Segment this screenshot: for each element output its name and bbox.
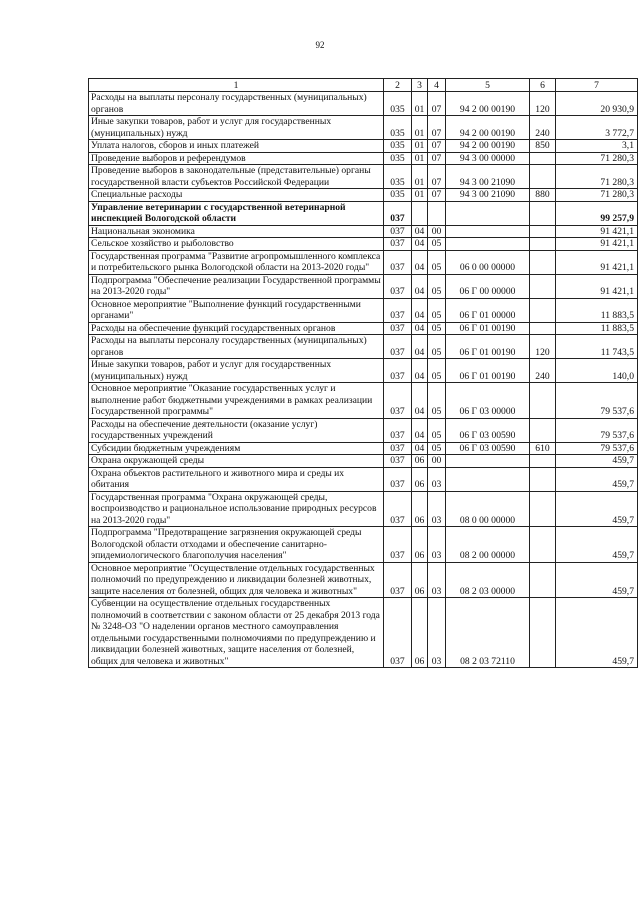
row-type-cell	[530, 225, 556, 238]
row-name-cell: Расходы на обеспечение функций государственных органов	[89, 322, 384, 335]
table-row	[89, 383, 638, 419]
row-subsection-cell: 00	[428, 225, 446, 238]
row-amount-cell: 140,0	[556, 359, 638, 383]
table-row	[89, 491, 638, 527]
row-section-cell: 01	[412, 92, 428, 116]
col-header-4: 4	[428, 79, 446, 92]
row-section-cell: 04	[412, 322, 428, 335]
row-section-cell: 06	[412, 491, 428, 527]
row-target-cell: 06 Г 01 00000	[446, 298, 530, 322]
table-row	[89, 140, 638, 153]
row-target-cell: 08 2 03 72110	[446, 598, 530, 668]
row-subsection-cell: 03	[428, 527, 446, 563]
row-section-cell: 04	[412, 335, 428, 359]
row-amount-cell: 3,1	[556, 140, 638, 153]
row-section-cell: 01	[412, 165, 428, 189]
row-name-cell: Иные закупки товаров, работ и услуг для государственных (муниципальных) нужд	[89, 359, 384, 383]
row-subsection-cell: 05	[428, 335, 446, 359]
row-type-cell	[530, 491, 556, 527]
row-amount-cell: 99 257,9	[556, 201, 638, 225]
row-section-cell: 06	[412, 455, 428, 468]
budget-table	[88, 78, 638, 668]
table-row	[89, 442, 638, 455]
row-target-cell: 06 0 00 00000	[446, 250, 530, 274]
table-row	[89, 238, 638, 251]
row-code-cell: 037	[384, 562, 412, 598]
table-row	[89, 152, 638, 165]
row-target-cell: 06 Г 01 00190	[446, 335, 530, 359]
row-target-cell: 08 2 03 00000	[446, 562, 530, 598]
row-code-cell: 037	[384, 442, 412, 455]
row-amount-cell: 91 421,1	[556, 250, 638, 274]
row-amount-cell: 20 930,9	[556, 92, 638, 116]
row-target-cell	[446, 455, 530, 468]
row-target-cell: 06 Г 01 00190	[446, 322, 530, 335]
row-type-cell	[530, 383, 556, 419]
row-type-cell	[530, 201, 556, 225]
row-section-cell: 06	[412, 467, 428, 491]
row-section-cell: 04	[412, 298, 428, 322]
row-section-cell: 01	[412, 189, 428, 202]
row-amount-cell: 459,7	[556, 527, 638, 563]
row-amount-cell: 91 421,1	[556, 238, 638, 251]
row-name-cell: Национальная экономика	[89, 225, 384, 238]
table-header-row	[89, 79, 638, 92]
row-code-cell: 035	[384, 140, 412, 153]
row-name-cell: Субвенции на осуществление отдельных государственных полномочий в соответствии с законом области от 25 декабря 2013 года № 3248-ОЗ "О наделении органов местного самоуправления отдельными государственными полномочиями по предупреждению и ликвидации болезней животных, защите населения от болезней, общих для человека и животных"	[89, 598, 384, 668]
row-subsection-cell: 05	[428, 442, 446, 455]
row-type-cell	[530, 165, 556, 189]
row-amount-cell: 459,7	[556, 562, 638, 598]
row-type-cell	[530, 298, 556, 322]
row-target-cell: 94 2 00 00190	[446, 116, 530, 140]
row-subsection-cell: 03	[428, 491, 446, 527]
row-section-cell: 01	[412, 140, 428, 153]
row-amount-cell: 11 883,5	[556, 322, 638, 335]
row-type-cell: 880	[530, 189, 556, 202]
row-type-cell	[530, 467, 556, 491]
row-amount-cell: 11 743,5	[556, 335, 638, 359]
row-code-cell: 037	[384, 274, 412, 298]
row-type-cell: 240	[530, 359, 556, 383]
row-subsection-cell: 07	[428, 92, 446, 116]
row-subsection-cell: 07	[428, 140, 446, 153]
row-type-cell	[530, 274, 556, 298]
row-target-cell: 08 2 00 00000	[446, 527, 530, 563]
row-target-cell: 06 Г 03 00000	[446, 383, 530, 419]
row-subsection-cell: 05	[428, 322, 446, 335]
row-amount-cell: 79 537,6	[556, 442, 638, 455]
row-target-cell: 06 Г 03 00590	[446, 442, 530, 455]
row-type-cell	[530, 238, 556, 251]
row-subsection-cell: 05	[428, 418, 446, 442]
row-section-cell: 01	[412, 152, 428, 165]
row-code-cell: 037	[384, 491, 412, 527]
row-target-cell	[446, 467, 530, 491]
row-code-cell: 037	[384, 298, 412, 322]
row-subsection-cell: 05	[428, 250, 446, 274]
row-name-cell: Государственная программа "Охрана окружающей среды, воспроизводство и рациональное использование природных ресурсов на 2013-2020 годы"	[89, 491, 384, 527]
row-code-cell: 037	[384, 455, 412, 468]
table-row	[89, 322, 638, 335]
row-section-cell: 04	[412, 238, 428, 251]
row-name-cell: Основное мероприятие "Осуществление отдельных государственных полномочий по предупреждению и ликвидации болезней животных, защите населения от болезней, общих для человека и животных"	[89, 562, 384, 598]
row-code-cell: 037	[384, 238, 412, 251]
row-type-cell	[530, 527, 556, 563]
row-amount-cell: 71 280,3	[556, 189, 638, 202]
table-row	[89, 250, 638, 274]
row-code-cell: 037	[384, 418, 412, 442]
col-header-1: 1	[89, 79, 384, 92]
row-name-cell: Проведение выборов в законодательные (представительные) органы государственной власти субъектов Российской Федерации	[89, 165, 384, 189]
row-code-cell: 037	[384, 335, 412, 359]
row-subsection-cell: 05	[428, 298, 446, 322]
row-target-cell	[446, 238, 530, 251]
row-subsection-cell: 05	[428, 359, 446, 383]
table-row	[89, 201, 638, 225]
row-code-cell: 037	[384, 201, 412, 225]
col-header-3: 3	[412, 79, 428, 92]
row-name-cell: Проведение выборов и референдумов	[89, 152, 384, 165]
row-target-cell: 06 Г 01 00190	[446, 359, 530, 383]
row-name-cell: Субсидии бюджетным учреждениям	[89, 442, 384, 455]
row-subsection-cell: 05	[428, 238, 446, 251]
row-section-cell: 04	[412, 274, 428, 298]
row-target-cell: 94 2 00 00190	[446, 140, 530, 153]
row-type-cell	[530, 152, 556, 165]
row-section-cell: 04	[412, 225, 428, 238]
row-code-cell: 035	[384, 92, 412, 116]
col-header-6: 6	[530, 79, 556, 92]
row-code-cell: 035	[384, 116, 412, 140]
row-type-cell	[530, 250, 556, 274]
row-type-cell: 240	[530, 116, 556, 140]
row-amount-cell: 71 280,3	[556, 152, 638, 165]
row-amount-cell: 3 772,7	[556, 116, 638, 140]
table-row	[89, 455, 638, 468]
row-type-cell: 120	[530, 335, 556, 359]
table-row	[89, 359, 638, 383]
row-target-cell: 06 Г 00 00000	[446, 274, 530, 298]
row-section-cell	[412, 201, 428, 225]
table-row	[89, 335, 638, 359]
row-type-cell	[530, 455, 556, 468]
table-row	[89, 225, 638, 238]
row-code-cell: 037	[384, 383, 412, 419]
row-section-cell: 04	[412, 442, 428, 455]
page-number: 92	[315, 40, 325, 50]
row-name-cell: Государственная программа "Развитие агропромышленного комплекса и потребительского рынка Вологодской области на 2013-2020 годы"	[89, 250, 384, 274]
row-section-cell: 06	[412, 527, 428, 563]
row-code-cell: 037	[384, 467, 412, 491]
row-name-cell: Уплата налогов, сборов и иных платежей	[89, 140, 384, 153]
table-row	[89, 467, 638, 491]
row-code-cell: 035	[384, 152, 412, 165]
row-name-cell: Охрана окружающей среды	[89, 455, 384, 468]
row-subsection-cell: 07	[428, 152, 446, 165]
row-amount-cell: 79 537,6	[556, 383, 638, 419]
table-row	[89, 298, 638, 322]
row-name-cell: Охрана объектов растительного и животного мира и среды их обитания	[89, 467, 384, 491]
row-type-cell: 850	[530, 140, 556, 153]
row-type-cell	[530, 322, 556, 335]
row-subsection-cell: 03	[428, 562, 446, 598]
row-name-cell: Основное мероприятие "Оказание государственных услуг и выполнение работ бюджетными учреждениями в рамках реализации Государственной программы"	[89, 383, 384, 419]
row-name-cell: Специальные расходы	[89, 189, 384, 202]
table-row	[89, 598, 638, 668]
row-amount-cell: 71 280,3	[556, 165, 638, 189]
row-amount-cell: 459,7	[556, 491, 638, 527]
table-row	[89, 562, 638, 598]
row-code-cell: 035	[384, 189, 412, 202]
row-name-cell: Расходы на обеспечение деятельности (оказание услуг) государственных учреждений	[89, 418, 384, 442]
row-type-cell: 610	[530, 442, 556, 455]
row-amount-cell: 459,7	[556, 467, 638, 491]
row-name-cell: Управление ветеринарии с государственной ветеринарной инспекцией Вологодской области	[89, 201, 384, 225]
row-target-cell: 94 3 00 21090	[446, 189, 530, 202]
row-code-cell: 035	[384, 165, 412, 189]
row-section-cell: 06	[412, 598, 428, 668]
row-code-cell: 037	[384, 359, 412, 383]
row-subsection-cell: 07	[428, 165, 446, 189]
row-target-cell: 94 2 00 00190	[446, 92, 530, 116]
table-row	[89, 418, 638, 442]
table-row	[89, 116, 638, 140]
row-subsection-cell: 03	[428, 467, 446, 491]
row-target-cell: 94 3 00 21090	[446, 165, 530, 189]
row-code-cell: 037	[384, 598, 412, 668]
row-amount-cell: 91 421,1	[556, 274, 638, 298]
row-code-cell: 037	[384, 250, 412, 274]
col-header-7: 7	[556, 79, 638, 92]
row-code-cell: 037	[384, 527, 412, 563]
row-amount-cell: 11 883,5	[556, 298, 638, 322]
row-type-cell	[530, 598, 556, 668]
col-header-5: 5	[446, 79, 530, 92]
col-header-2: 2	[384, 79, 412, 92]
row-name-cell: Сельское хозяйство и рыболовство	[89, 238, 384, 251]
row-name-cell: Подпрограмма "Предотвращение загрязнения окружающей среды Вологодской области отходами и обеспечение санитарно-эпидемиологического благополучия населения"	[89, 527, 384, 563]
row-subsection-cell: 07	[428, 189, 446, 202]
row-subsection-cell: 05	[428, 274, 446, 298]
row-target-cell	[446, 225, 530, 238]
row-name-cell: Основное мероприятие "Выполнение функций государственными органами"	[89, 298, 384, 322]
row-target-cell: 08 0 00 00000	[446, 491, 530, 527]
row-name-cell: Расходы на выплаты персоналу государственных (муниципальных) органов	[89, 92, 384, 116]
row-name-cell: Иные закупки товаров, работ и услуг для государственных (муниципальных) нужд	[89, 116, 384, 140]
row-subsection-cell	[428, 201, 446, 225]
row-type-cell	[530, 418, 556, 442]
row-target-cell: 06 Г 03 00590	[446, 418, 530, 442]
table-row	[89, 189, 638, 202]
row-section-cell: 04	[412, 418, 428, 442]
row-section-cell: 06	[412, 562, 428, 598]
row-type-cell	[530, 562, 556, 598]
row-type-cell: 120	[530, 92, 556, 116]
row-section-cell: 04	[412, 383, 428, 419]
row-code-cell: 037	[384, 225, 412, 238]
row-subsection-cell: 03	[428, 598, 446, 668]
row-section-cell: 04	[412, 359, 428, 383]
row-section-cell: 04	[412, 250, 428, 274]
row-amount-cell: 459,7	[556, 598, 638, 668]
table-row	[89, 165, 638, 189]
row-section-cell: 01	[412, 116, 428, 140]
row-name-cell: Подпрограмма "Обеспечение реализации Государственной программы на 2013-2020 годы"	[89, 274, 384, 298]
row-name-cell: Расходы на выплаты персоналу государственных (муниципальных) органов	[89, 335, 384, 359]
row-code-cell: 037	[384, 322, 412, 335]
row-subsection-cell: 07	[428, 116, 446, 140]
row-amount-cell: 459,7	[556, 455, 638, 468]
table-row	[89, 92, 638, 116]
table-row	[89, 527, 638, 563]
row-amount-cell: 91 421,1	[556, 225, 638, 238]
row-subsection-cell: 00	[428, 455, 446, 468]
row-target-cell: 94 3 00 00000	[446, 152, 530, 165]
row-target-cell	[446, 201, 530, 225]
table-row	[89, 274, 638, 298]
row-subsection-cell: 05	[428, 383, 446, 419]
row-amount-cell: 79 537,6	[556, 418, 638, 442]
